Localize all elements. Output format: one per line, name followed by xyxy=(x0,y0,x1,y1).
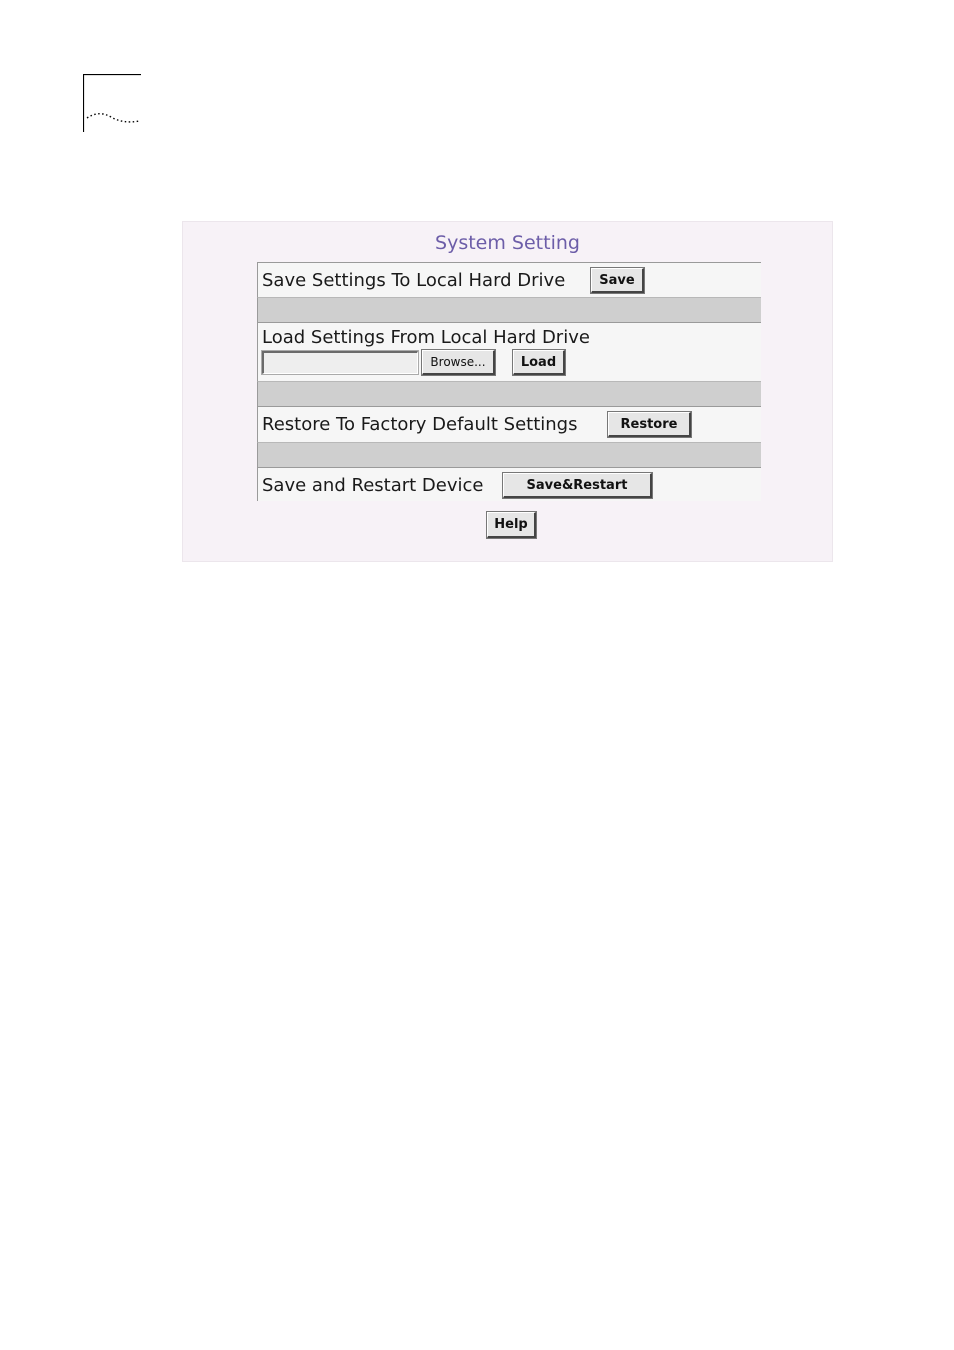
settings-file-input[interactable] xyxy=(262,351,418,374)
save-settings-label: Save Settings To Local Hard Drive xyxy=(262,270,566,291)
load-settings-label: Load Settings From Local Hard Drive xyxy=(262,327,590,348)
save-settings-row xyxy=(257,262,761,297)
load-settings-row xyxy=(257,322,761,381)
save-restart-row xyxy=(257,467,761,501)
load-button[interactable]: Load xyxy=(513,350,565,375)
panel-title: System Setting xyxy=(435,232,580,254)
save-restart-button[interactable]: Save&Restart xyxy=(503,473,652,498)
row-separator xyxy=(257,381,761,406)
save-button[interactable]: Save xyxy=(591,268,644,293)
settings-table xyxy=(257,262,761,501)
browse-button[interactable]: Browse... xyxy=(422,350,495,375)
system-setting-panel xyxy=(182,221,833,562)
page-corner-mark-icon xyxy=(83,74,143,134)
row-separator xyxy=(257,442,761,467)
row-separator xyxy=(257,297,761,322)
restore-defaults-row xyxy=(257,406,761,442)
restore-button[interactable]: Restore xyxy=(608,412,691,437)
restore-defaults-label: Restore To Factory Default Settings xyxy=(262,414,578,435)
help-button[interactable]: Help xyxy=(487,512,536,538)
save-restart-label: Save and Restart Device xyxy=(262,475,484,496)
